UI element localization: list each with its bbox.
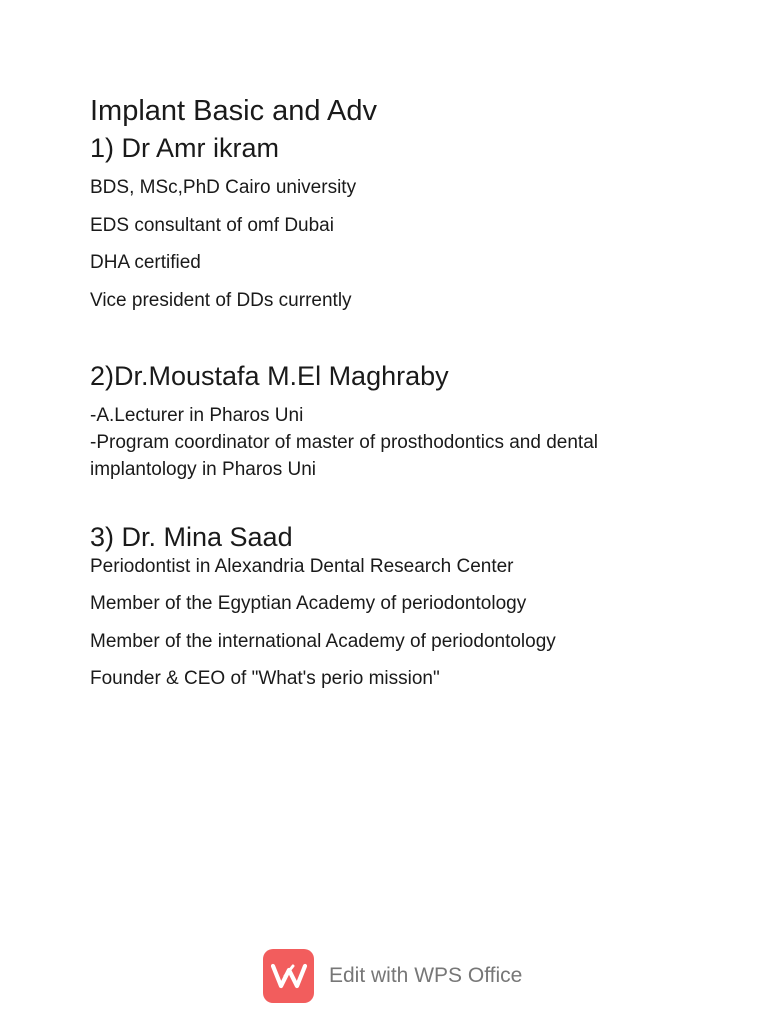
detail-line: Periodontist in Alexandria Dental Research Center [90, 555, 514, 577]
detail-line: Vice president of DDs currently [90, 289, 352, 311]
edit-with-wps-button[interactable] [263, 948, 522, 1004]
detail-line: EDS consultant of omf Dubai [90, 214, 334, 236]
section-3-details [90, 553, 690, 693]
detail-line: -A.Lecturer in Pharos Uni [90, 404, 304, 426]
detail-line: -Program coordinator of master of prosthodontics and dental [90, 431, 598, 453]
detail-line: Member of the international Academy of periodontology [90, 630, 556, 652]
section-3 [90, 519, 690, 693]
detail-line: DHA certified [90, 252, 201, 273]
document-body [90, 92, 690, 692]
section-3-heading: 3) Dr. Mina Saad [90, 521, 293, 552]
section-1-details [90, 174, 690, 314]
document-title: Implant Basic and Adv [90, 95, 377, 127]
section-1-heading: 1) Dr Amr ikram [90, 133, 279, 163]
section-2 [90, 358, 690, 483]
section-2-heading: 2)Dr.Moustafa M.El Maghraby [90, 360, 449, 391]
detail-line: Member of the Egyptian Academy of periodontology [90, 593, 527, 614]
edit-with-wps-label: Edit with WPS Office [329, 964, 523, 987]
section-2-details [90, 402, 690, 483]
section-1 [90, 130, 690, 314]
detail-line: Founder & CEO of "What's perio mission" [90, 668, 440, 689]
wps-office-logo-icon [263, 949, 314, 1003]
detail-line: BDS, MSc,PhD Cairo university [90, 177, 357, 198]
detail-line: implantology in Pharos Uni [90, 458, 317, 480]
